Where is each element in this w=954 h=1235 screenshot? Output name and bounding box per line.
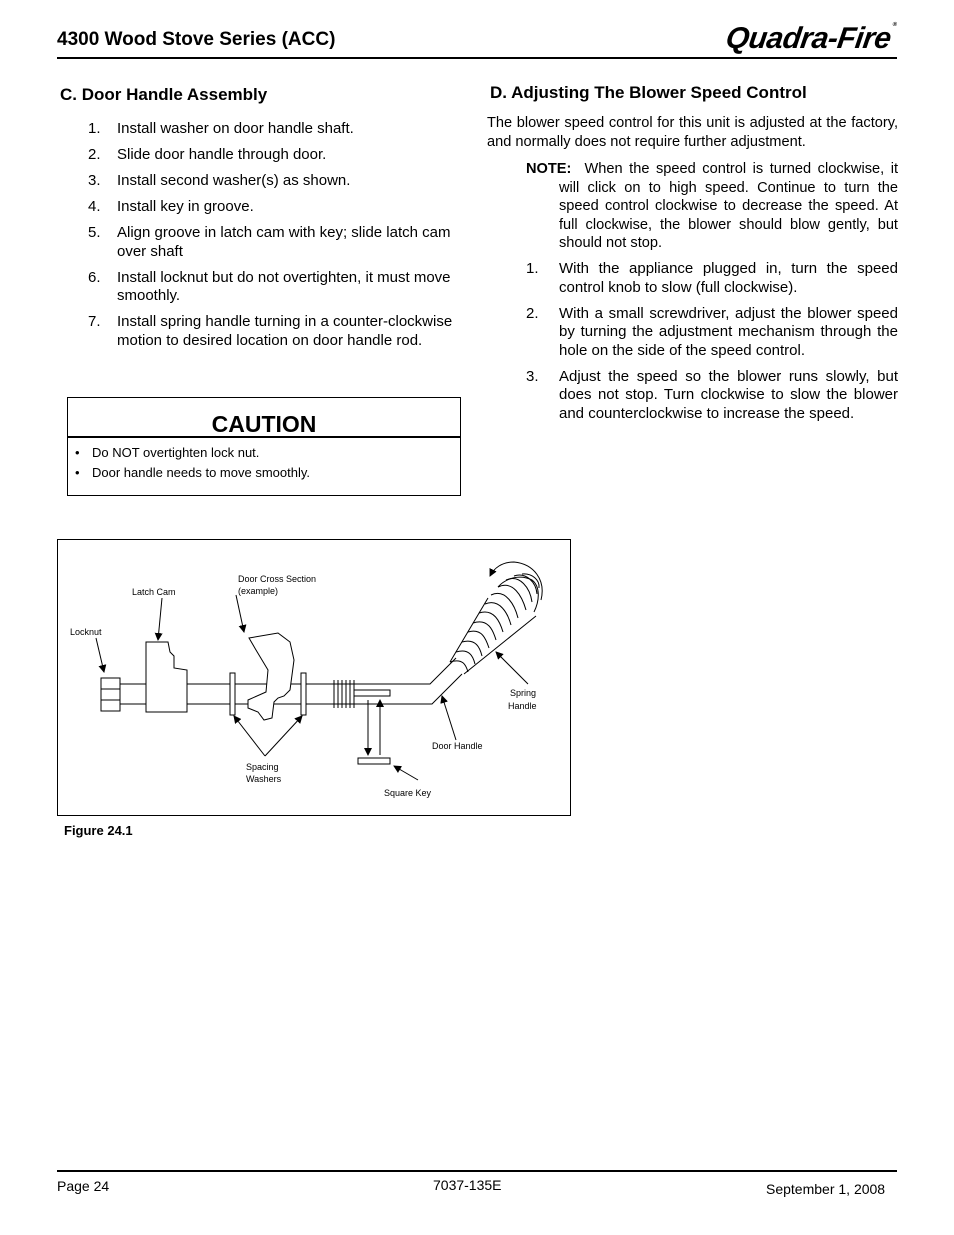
section-d-intro: The blower speed control for this unit is adjusted at the factory, and normally does not require further adjustment.: [487, 115, 898, 150]
list-item: 2. With a small screwdriver, adjust the blower speed by turning the adjustment mechanism through the hole on the side of the speed control.: [526, 304, 898, 359]
section-c-title: C. Door Handle Assembly: [60, 85, 268, 104]
washer-1: [230, 673, 235, 715]
list-item: • Door handle needs to move smoothly.: [75, 463, 310, 483]
list-item: 5. Align groove in latch cam with key; slide latch cam over shaft: [88, 224, 451, 260]
blower-steps: [487, 260, 898, 431]
label-handle: Handle: [508, 701, 537, 711]
door-handle-figure: [57, 539, 571, 816]
list-item: • Do NOT overtighten lock nut.: [75, 443, 310, 463]
registered-mark: ®: [892, 22, 897, 28]
washer-2: [301, 673, 306, 715]
label-locknut: Locknut: [70, 627, 102, 637]
figure-caption: Figure 24.1: [64, 823, 133, 838]
label-latch-cam: Latch Cam: [132, 587, 176, 597]
note-text: When the speed control is turned clockwise, it will click on to high speed. Continue to turn the speed control clockwise to decrease the speed. At full clockwise, the blower should blow gently, but should not stop.: [559, 161, 898, 251]
footer-rule: [57, 1170, 897, 1172]
door-handle-diagram: [58, 540, 570, 815]
latch-cam: [146, 642, 187, 712]
list-item: 4. Install key in groove.: [88, 198, 254, 215]
square-key: [358, 758, 390, 764]
list-item: 3. Install second washer(s) as shown.: [88, 172, 351, 189]
spring-handle: [450, 574, 539, 674]
page-title: 4300 Wood Stove Series (ACC): [57, 29, 336, 50]
list-item: 3. Adjust the speed so the blower runs slowly, but does not stop. Turn clockwise to slow the blower and counterclockwise to increase the speed.: [526, 367, 898, 422]
door-cross-section: [248, 633, 294, 720]
brand-logo: Quadra-Fire®: [723, 22, 897, 55]
label-washers: Washers: [246, 774, 282, 784]
door-handle-steps: [60, 120, 470, 358]
label-spacing: Spacing: [246, 762, 279, 772]
list-item: 7. Install spring handle turning in a counter-clockwise motion to desired location on door handle rod.: [88, 313, 453, 349]
label-square-key: Square Key: [384, 788, 432, 798]
label-door-cross-section-example: (example): [238, 586, 279, 596]
door-handle: [354, 658, 462, 704]
caution-title: CAUTION: [68, 398, 460, 438]
header-rule: [57, 57, 897, 59]
page-number: Page 24: [57, 1178, 110, 1194]
label-spring: Spring: [510, 688, 537, 698]
rotation-arrow: [490, 562, 542, 600]
list-item: 2. Slide door handle through door.: [88, 146, 327, 163]
document-number: 7037-135E: [433, 1177, 502, 1193]
note: [526, 160, 898, 253]
key-slot: [354, 690, 390, 696]
caution-box: [67, 397, 461, 496]
list-item: 1. Install washer on door handle shaft.: [88, 120, 354, 137]
caution-list: [75, 443, 310, 483]
section-d-title: D. Adjusting The Blower Speed Control: [490, 83, 807, 102]
list-item: 1. With the appliance plugged in, turn the speed control knob to slow (full clockwise).: [526, 260, 898, 296]
note-label: NOTE:: [526, 161, 572, 177]
threaded-end: [332, 680, 354, 708]
label-door-handle: Door Handle: [432, 741, 483, 751]
label-door-cross-section: Door Cross Section: [238, 574, 317, 584]
list-item: 6. Install locknut but do not overtighten, it must move smoothly.: [88, 268, 451, 304]
locknut: [101, 678, 120, 711]
document-date: September 1, 2008: [766, 1181, 886, 1197]
